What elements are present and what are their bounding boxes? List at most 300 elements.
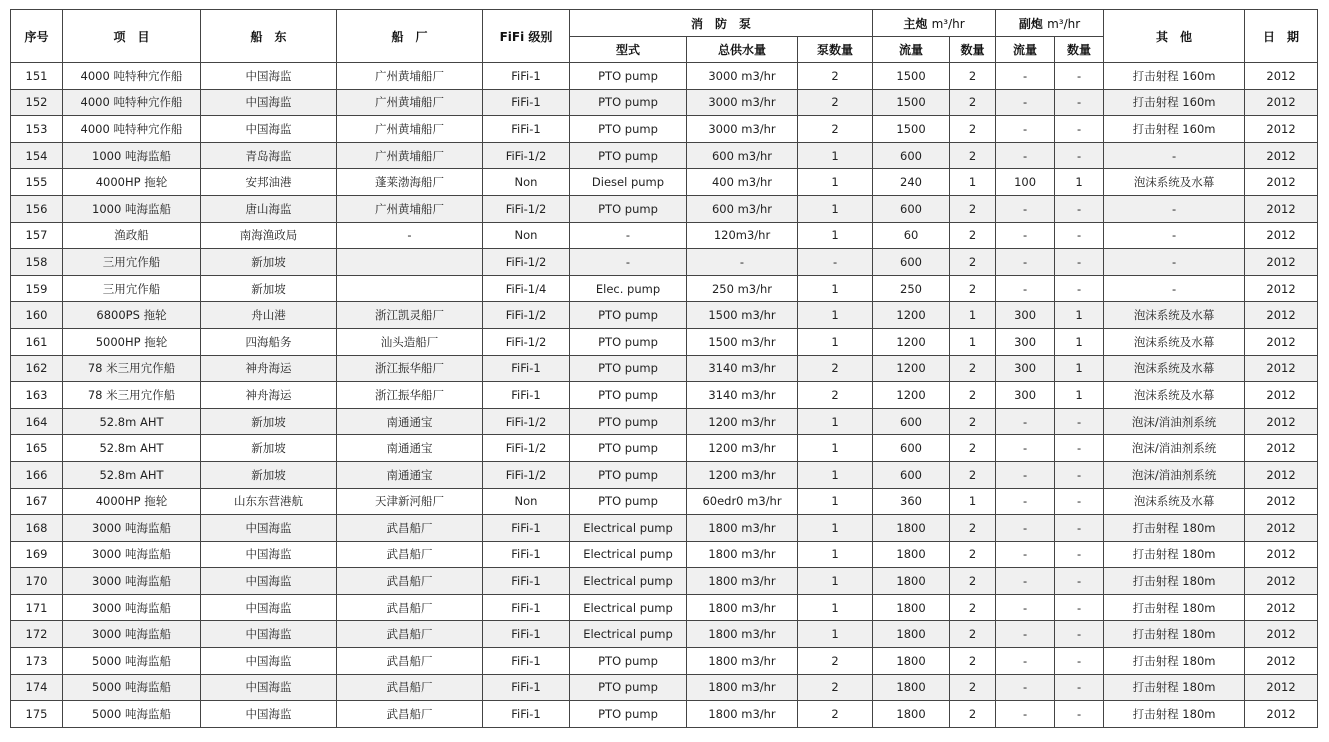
cell-main-qty: 2 — [950, 568, 996, 595]
cell-pump-type: PTO pump — [570, 355, 687, 382]
cell-pump-type: Electrical pump — [570, 541, 687, 568]
cell-owner: 神舟海运 — [201, 382, 337, 409]
cell-project: 4000HP 拖轮 — [63, 488, 201, 515]
cell-yard: 武昌船厂 — [337, 674, 483, 701]
cell-pump-qty: 1 — [798, 621, 873, 648]
table-row — [11, 169, 1318, 196]
cell-yard: 天津新河船厂 — [337, 488, 483, 515]
cell-other: 泡沫系统及水幕 — [1104, 302, 1245, 329]
table-row — [11, 515, 1318, 542]
cell-other: 泡沫系统及水幕 — [1104, 382, 1245, 409]
table-row — [11, 89, 1318, 116]
cell-pump-qty: 1 — [798, 142, 873, 169]
cell-sub-flow: 300 — [996, 302, 1055, 329]
cell-fifi: FiFi-1/2 — [483, 249, 570, 276]
cell-pump-type: PTO pump — [570, 674, 687, 701]
cell-main-qty: 2 — [950, 594, 996, 621]
cell-other: 泡沫/消油剂系统 — [1104, 461, 1245, 488]
cell-fifi: Non — [483, 488, 570, 515]
cell-sub-flow: - — [996, 435, 1055, 462]
cell-main-qty: 2 — [950, 116, 996, 143]
cell-sub-flow: - — [996, 89, 1055, 116]
cell-pump-flow: 600 m3/hr — [687, 142, 798, 169]
cell-sub-flow: - — [996, 249, 1055, 276]
cell-owner: 中国海监 — [201, 515, 337, 542]
cell-main-flow: 1800 — [873, 648, 950, 675]
cell-main-qty: 2 — [950, 249, 996, 276]
cell-pump-qty: 1 — [798, 408, 873, 435]
cell-pump-flow: - — [687, 249, 798, 276]
cell-sub-qty: - — [1055, 89, 1104, 116]
cell-main-qty: 2 — [950, 515, 996, 542]
cell-date: 2012 — [1245, 355, 1318, 382]
cell-date: 2012 — [1245, 382, 1318, 409]
cell-project: 3000 吨海监船 — [63, 515, 201, 542]
cell-fifi: FiFi-1 — [483, 89, 570, 116]
cell-owner: 舟山港 — [201, 302, 337, 329]
cell-main-flow: 360 — [873, 488, 950, 515]
cell-yard: 武昌船厂 — [337, 648, 483, 675]
table-row — [11, 674, 1318, 701]
cell-project: 6800PS 拖轮 — [63, 302, 201, 329]
cell-date: 2012 — [1245, 222, 1318, 249]
cell-pump-flow: 1200 m3/hr — [687, 435, 798, 462]
cell-yard: 广州黄埔船厂 — [337, 142, 483, 169]
table-body — [11, 63, 1318, 728]
cell-pump-type: - — [570, 249, 687, 276]
cell-date: 2012 — [1245, 63, 1318, 90]
cell-date: 2012 — [1245, 648, 1318, 675]
cell-pump-qty: 2 — [798, 701, 873, 728]
table-row — [11, 435, 1318, 462]
cell-sub-qty: - — [1055, 541, 1104, 568]
cell-no: 162 — [11, 355, 63, 382]
table-row — [11, 461, 1318, 488]
cell-sub-qty: 1 — [1055, 169, 1104, 196]
cell-sub-qty: - — [1055, 222, 1104, 249]
cell-yard: 武昌船厂 — [337, 701, 483, 728]
table-row — [11, 302, 1318, 329]
cell-project: 78 米三用宂作船 — [63, 355, 201, 382]
cell-no: 154 — [11, 142, 63, 169]
cell-owner: 中国海监 — [201, 89, 337, 116]
cell-owner: 唐山海监 — [201, 195, 337, 222]
cell-no: 173 — [11, 648, 63, 675]
cell-no: 160 — [11, 302, 63, 329]
cell-main-qty: 2 — [950, 142, 996, 169]
main-gun-label: 主炮 — [903, 16, 928, 31]
cell-yard: 蓬莱渤海船厂 — [337, 169, 483, 196]
table-row — [11, 195, 1318, 222]
cell-main-qty: 2 — [950, 541, 996, 568]
cell-sub-qty: - — [1055, 195, 1104, 222]
cell-yard: 武昌船厂 — [337, 541, 483, 568]
cell-no: 151 — [11, 63, 63, 90]
cell-sub-qty: - — [1055, 515, 1104, 542]
cell-sub-flow: - — [996, 515, 1055, 542]
main-gun-unit: m³/hr — [931, 16, 965, 31]
cell-other: 泡沫/消油剂系统 — [1104, 408, 1245, 435]
cell-no: 159 — [11, 275, 63, 302]
sub-gun-label: 副炮 — [1018, 16, 1043, 31]
cell-no: 174 — [11, 674, 63, 701]
cell-project: 3000 吨海监船 — [63, 541, 201, 568]
cell-project: 4000HP 拖轮 — [63, 169, 201, 196]
cell-fifi: FiFi-1 — [483, 116, 570, 143]
cell-main-flow: 1500 — [873, 63, 950, 90]
cell-owner: 中国海监 — [201, 63, 337, 90]
cell-pump-type: Diesel pump — [570, 169, 687, 196]
cell-pump-qty: 1 — [798, 328, 873, 355]
header-yard: 船 厂 — [337, 10, 483, 63]
cell-sub-qty: - — [1055, 621, 1104, 648]
cell-no: 175 — [11, 701, 63, 728]
cell-pump-type: PTO pump — [570, 328, 687, 355]
cell-main-flow: 1800 — [873, 621, 950, 648]
cell-no: 168 — [11, 515, 63, 542]
cell-pump-type: PTO pump — [570, 142, 687, 169]
cell-pump-type: Electrical pump — [570, 621, 687, 648]
cell-sub-qty: - — [1055, 674, 1104, 701]
table-row — [11, 355, 1318, 382]
table-container — [10, 9, 1318, 728]
cell-sub-flow: 100 — [996, 169, 1055, 196]
cell-pump-flow: 1800 m3/hr — [687, 515, 798, 542]
cell-project: 三用宂作船 — [63, 249, 201, 276]
cell-fifi: FiFi-1 — [483, 355, 570, 382]
cell-project: 4000 吨特种宂作船 — [63, 63, 201, 90]
cell-sub-qty: - — [1055, 435, 1104, 462]
table-row — [11, 249, 1318, 276]
cell-sub-qty: - — [1055, 461, 1104, 488]
cell-fifi: FiFi-1/2 — [483, 435, 570, 462]
cell-pump-flow: 1800 m3/hr — [687, 674, 798, 701]
cell-yard: 浙江振华船厂 — [337, 355, 483, 382]
cell-main-flow: 240 — [873, 169, 950, 196]
cell-pump-qty: 1 — [798, 435, 873, 462]
table-row — [11, 382, 1318, 409]
fire-fighting-vessel-table — [10, 9, 1318, 728]
cell-sub-flow: 300 — [996, 328, 1055, 355]
table-row — [11, 222, 1318, 249]
cell-sub-qty: - — [1055, 701, 1104, 728]
cell-fifi: FiFi-1 — [483, 63, 570, 90]
cell-sub-qty: - — [1055, 408, 1104, 435]
cell-sub-qty: - — [1055, 568, 1104, 595]
cell-main-qty: 2 — [950, 435, 996, 462]
cell-pump-type: PTO pump — [570, 89, 687, 116]
cell-main-flow: 1200 — [873, 302, 950, 329]
cell-main-qty: 2 — [950, 195, 996, 222]
cell-pump-type: PTO pump — [570, 116, 687, 143]
cell-sub-qty: 1 — [1055, 355, 1104, 382]
cell-date: 2012 — [1245, 701, 1318, 728]
cell-main-qty: 1 — [950, 488, 996, 515]
cell-pump-qty: 1 — [798, 488, 873, 515]
cell-no: 153 — [11, 116, 63, 143]
cell-main-qty: 2 — [950, 222, 996, 249]
cell-sub-flow: - — [996, 648, 1055, 675]
cell-date: 2012 — [1245, 408, 1318, 435]
cell-pump-type: Elec. pump — [570, 275, 687, 302]
cell-no: 155 — [11, 169, 63, 196]
cell-main-flow: 1200 — [873, 328, 950, 355]
cell-yard: 浙江凯灵船厂 — [337, 302, 483, 329]
cell-pump-qty: - — [798, 249, 873, 276]
table-row — [11, 541, 1318, 568]
header-main-flow: 流量 — [873, 37, 950, 63]
cell-project: 5000 吨海监船 — [63, 648, 201, 675]
cell-owner: 南海渔政局 — [201, 222, 337, 249]
cell-pump-flow: 1800 m3/hr — [687, 541, 798, 568]
cell-other: 打击射程 180m — [1104, 515, 1245, 542]
cell-date: 2012 — [1245, 488, 1318, 515]
cell-sub-qty: - — [1055, 249, 1104, 276]
cell-pump-qty: 1 — [798, 541, 873, 568]
cell-pump-flow: 3000 m3/hr — [687, 89, 798, 116]
cell-main-qty: 2 — [950, 648, 996, 675]
cell-main-flow: 600 — [873, 461, 950, 488]
cell-no: 171 — [11, 594, 63, 621]
cell-other: - — [1104, 275, 1245, 302]
cell-no: 170 — [11, 568, 63, 595]
cell-sub-flow: - — [996, 222, 1055, 249]
cell-other: 打击射程 160m — [1104, 89, 1245, 116]
header-sub-flow: 流量 — [996, 37, 1055, 63]
cell-project: 52.8m AHT — [63, 435, 201, 462]
table-row — [11, 488, 1318, 515]
cell-pump-qty: 1 — [798, 594, 873, 621]
cell-other: - — [1104, 249, 1245, 276]
cell-pump-type: PTO pump — [570, 701, 687, 728]
cell-main-flow: 1800 — [873, 568, 950, 595]
cell-no: 157 — [11, 222, 63, 249]
cell-yard — [337, 249, 483, 276]
cell-other: - — [1104, 195, 1245, 222]
cell-pump-type: PTO pump — [570, 302, 687, 329]
cell-owner: 新加坡 — [201, 275, 337, 302]
cell-project: 5000 吨海监船 — [63, 701, 201, 728]
cell-main-flow: 600 — [873, 408, 950, 435]
header-fifi: FiFi 级别 — [483, 10, 570, 63]
cell-pump-type: PTO pump — [570, 461, 687, 488]
cell-other: 打击射程 180m — [1104, 701, 1245, 728]
cell-yard: - — [337, 222, 483, 249]
header-main-gun — [873, 10, 996, 37]
header-main-qty: 数量 — [950, 37, 996, 63]
cell-sub-flow: 300 — [996, 382, 1055, 409]
cell-main-flow: 600 — [873, 249, 950, 276]
cell-sub-flow: - — [996, 488, 1055, 515]
table-row — [11, 116, 1318, 143]
cell-pump-flow: 600 m3/hr — [687, 195, 798, 222]
table-row — [11, 701, 1318, 728]
cell-date: 2012 — [1245, 116, 1318, 143]
cell-sub-flow: - — [996, 63, 1055, 90]
cell-pump-type: Electrical pump — [570, 515, 687, 542]
cell-pump-flow: 3140 m3/hr — [687, 382, 798, 409]
cell-owner: 中国海监 — [201, 701, 337, 728]
header-pump-group: 消 防 泵 — [570, 10, 873, 37]
cell-sub-qty: - — [1055, 594, 1104, 621]
cell-yard: 武昌船厂 — [337, 594, 483, 621]
cell-sub-flow: - — [996, 461, 1055, 488]
table-row — [11, 328, 1318, 355]
cell-project: 3000 吨海监船 — [63, 594, 201, 621]
cell-main-qty: 2 — [950, 674, 996, 701]
cell-project: 3000 吨海监船 — [63, 621, 201, 648]
cell-pump-flow: 3000 m3/hr — [687, 116, 798, 143]
cell-pump-type: Electrical pump — [570, 568, 687, 595]
cell-owner: 中国海监 — [201, 621, 337, 648]
cell-pump-flow: 1800 m3/hr — [687, 701, 798, 728]
cell-owner: 新加坡 — [201, 249, 337, 276]
cell-pump-flow: 1500 m3/hr — [687, 328, 798, 355]
cell-date: 2012 — [1245, 195, 1318, 222]
cell-main-qty: 1 — [950, 169, 996, 196]
cell-no: 156 — [11, 195, 63, 222]
cell-no: 167 — [11, 488, 63, 515]
cell-date: 2012 — [1245, 541, 1318, 568]
cell-no: 172 — [11, 621, 63, 648]
cell-date: 2012 — [1245, 621, 1318, 648]
cell-main-qty: 2 — [950, 382, 996, 409]
cell-pump-type: PTO pump — [570, 195, 687, 222]
cell-yard: 浙江振华船厂 — [337, 382, 483, 409]
cell-sub-qty: - — [1055, 142, 1104, 169]
cell-pump-qty: 1 — [798, 275, 873, 302]
cell-main-flow: 1800 — [873, 674, 950, 701]
cell-owner: 神舟海运 — [201, 355, 337, 382]
cell-other: 泡沫系统及水幕 — [1104, 488, 1245, 515]
cell-pump-qty: 2 — [798, 355, 873, 382]
cell-other: 打击射程 160m — [1104, 116, 1245, 143]
cell-pump-flow: 1200 m3/hr — [687, 408, 798, 435]
cell-date: 2012 — [1245, 142, 1318, 169]
header-pump-type: 型式 — [570, 37, 687, 63]
cell-pump-flow: 1800 m3/hr — [687, 621, 798, 648]
cell-other: 打击射程 180m — [1104, 674, 1245, 701]
cell-owner: 安邦油港 — [201, 169, 337, 196]
cell-fifi: FiFi-1 — [483, 568, 570, 595]
cell-main-flow: 1500 — [873, 116, 950, 143]
header-other: 其 他 — [1104, 10, 1245, 63]
cell-pump-flow: 1800 m3/hr — [687, 648, 798, 675]
cell-fifi: Non — [483, 169, 570, 196]
cell-main-qty: 2 — [950, 355, 996, 382]
header-owner: 船 东 — [201, 10, 337, 63]
cell-date: 2012 — [1245, 594, 1318, 621]
cell-pump-flow: 3000 m3/hr — [687, 63, 798, 90]
cell-fifi: Non — [483, 222, 570, 249]
cell-owner: 中国海监 — [201, 116, 337, 143]
cell-fifi: FiFi-1/2 — [483, 142, 570, 169]
table-row — [11, 568, 1318, 595]
cell-pump-type: PTO pump — [570, 435, 687, 462]
cell-yard — [337, 275, 483, 302]
cell-project: 1000 吨海监船 — [63, 195, 201, 222]
cell-owner: 中国海监 — [201, 594, 337, 621]
cell-yard: 武昌船厂 — [337, 621, 483, 648]
cell-pump-flow: 400 m3/hr — [687, 169, 798, 196]
cell-pump-qty: 1 — [798, 222, 873, 249]
cell-fifi: FiFi-1/2 — [483, 328, 570, 355]
table-row — [11, 408, 1318, 435]
cell-yard: 武昌船厂 — [337, 568, 483, 595]
cell-date: 2012 — [1245, 249, 1318, 276]
cell-pump-qty: 1 — [798, 568, 873, 595]
cell-sub-flow: - — [996, 541, 1055, 568]
cell-pump-qty: 2 — [798, 382, 873, 409]
cell-sub-flow: - — [996, 116, 1055, 143]
header-sub-qty: 数量 — [1055, 37, 1104, 63]
cell-main-qty: 2 — [950, 275, 996, 302]
cell-fifi: FiFi-1 — [483, 621, 570, 648]
cell-fifi: FiFi-1 — [483, 382, 570, 409]
cell-pump-qty: 1 — [798, 515, 873, 542]
cell-main-flow: 1200 — [873, 382, 950, 409]
cell-yard: 广州黄埔船厂 — [337, 63, 483, 90]
cell-other: 打击射程 180m — [1104, 648, 1245, 675]
cell-main-qty: 2 — [950, 408, 996, 435]
table-row — [11, 63, 1318, 90]
cell-owner: 青岛海监 — [201, 142, 337, 169]
cell-fifi: FiFi-1/2 — [483, 408, 570, 435]
cell-owner: 中国海监 — [201, 674, 337, 701]
cell-pump-qty: 1 — [798, 302, 873, 329]
cell-pump-flow: 1200 m3/hr — [687, 461, 798, 488]
cell-date: 2012 — [1245, 275, 1318, 302]
cell-no: 164 — [11, 408, 63, 435]
cell-sub-flow: - — [996, 142, 1055, 169]
cell-yard: 南通通宝 — [337, 408, 483, 435]
sub-gun-unit: m³/hr — [1047, 16, 1081, 31]
table-row — [11, 142, 1318, 169]
cell-sub-qty: 1 — [1055, 382, 1104, 409]
table-row — [11, 275, 1318, 302]
cell-no: 161 — [11, 328, 63, 355]
cell-other: 打击射程 180m — [1104, 594, 1245, 621]
cell-pump-type: - — [570, 222, 687, 249]
cell-owner: 中国海监 — [201, 648, 337, 675]
cell-project: 52.8m AHT — [63, 461, 201, 488]
cell-pump-flow: 120m3/hr — [687, 222, 798, 249]
cell-sub-flow: - — [996, 594, 1055, 621]
cell-pump-qty: 2 — [798, 674, 873, 701]
cell-owner: 新加坡 — [201, 461, 337, 488]
cell-main-qty: 2 — [950, 89, 996, 116]
cell-project: 52.8m AHT — [63, 408, 201, 435]
cell-owner: 中国海监 — [201, 541, 337, 568]
cell-pump-type: PTO pump — [570, 63, 687, 90]
cell-main-flow: 1800 — [873, 701, 950, 728]
cell-date: 2012 — [1245, 89, 1318, 116]
cell-project: 5000HP 拖轮 — [63, 328, 201, 355]
cell-sub-flow: - — [996, 674, 1055, 701]
cell-pump-flow: 3140 m3/hr — [687, 355, 798, 382]
cell-owner: 新加坡 — [201, 408, 337, 435]
cell-sub-flow: - — [996, 195, 1055, 222]
cell-pump-flow: 1500 m3/hr — [687, 302, 798, 329]
cell-other: 泡沫系统及水幕 — [1104, 169, 1245, 196]
cell-fifi: FiFi-1/2 — [483, 302, 570, 329]
cell-fifi: FiFi-1 — [483, 515, 570, 542]
cell-project: 4000 吨特种宂作船 — [63, 116, 201, 143]
cell-main-flow: 1800 — [873, 541, 950, 568]
cell-no: 166 — [11, 461, 63, 488]
cell-yard: 广州黄埔船厂 — [337, 89, 483, 116]
cell-fifi: FiFi-1 — [483, 674, 570, 701]
